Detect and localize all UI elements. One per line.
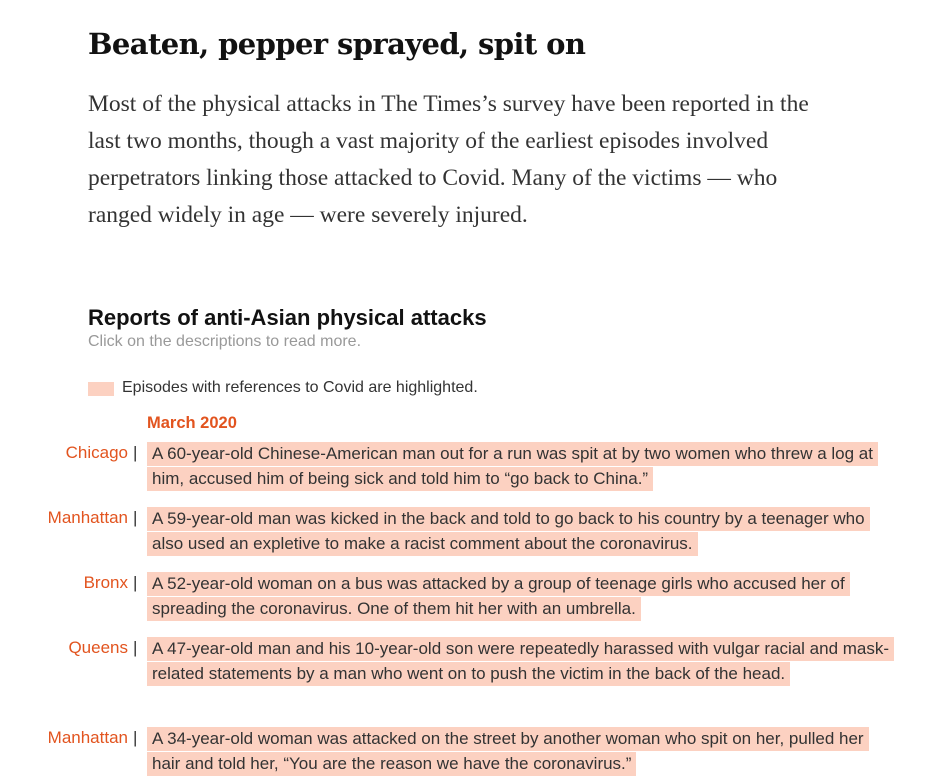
month-label: March 2020 — [147, 414, 237, 432]
separator: | — [133, 573, 138, 592]
attack-description[interactable]: A 60-year-old Chinese-American man out for a run was spit at by two women who threw a log at him, accused him of being sick and told him to “go back to China.” — [147, 442, 878, 491]
attack-location: Queens — [68, 638, 128, 657]
separator: | — [133, 728, 138, 747]
attack-location: Bronx — [83, 573, 128, 592]
attack-description[interactable]: A 47-year-old man and his 10-year-old son were repeatedly harassed with vulgar racial and mask-related statements by a man who went on to push the victim in the back of the head. — [147, 637, 894, 686]
separator: | — [133, 638, 138, 657]
attack-location: Manhattan — [47, 728, 128, 747]
chart-title: Reports of anti-Asian physical attacks — [88, 305, 487, 330]
attack-description[interactable]: A 52-year-old woman on a bus was attacked by a group of teenage girls who accused her of spreading the coronavirus. One of them hit her with an umbrella. — [147, 572, 850, 621]
headline: Beaten, pepper sprayed, spit on — [88, 27, 586, 61]
separator: | — [133, 443, 138, 462]
attack-description[interactable]: A 59-year-old man was kicked in the back and told to go back to his country by a teenager who also used an expletive to make a racist comment about the coronavirus. — [147, 507, 870, 556]
chart-subtitle: Click on the descriptions to read more. — [88, 333, 362, 350]
attack-location: Chicago — [65, 443, 128, 462]
legend-swatch — [88, 382, 114, 396]
attack-description[interactable]: A 34-year-old woman was attacked on the street by another woman who spit on her, pulled her hair and told her, “You are the reason we have the coronavirus.” — [147, 727, 869, 776]
legend-label: Episodes with references to Covid are highlighted. — [122, 379, 478, 396]
attack-location: Manhattan — [47, 508, 128, 527]
intro-paragraph: Most of the physical attacks in The Times’s survey have been reported in the last two months, though a vast majority of the earliest episodes involved perpetrators linking those attacked to Covid. Many of the victims — who ranged widely in age — were severely injured. — [88, 91, 809, 228]
separator: | — [133, 508, 138, 527]
